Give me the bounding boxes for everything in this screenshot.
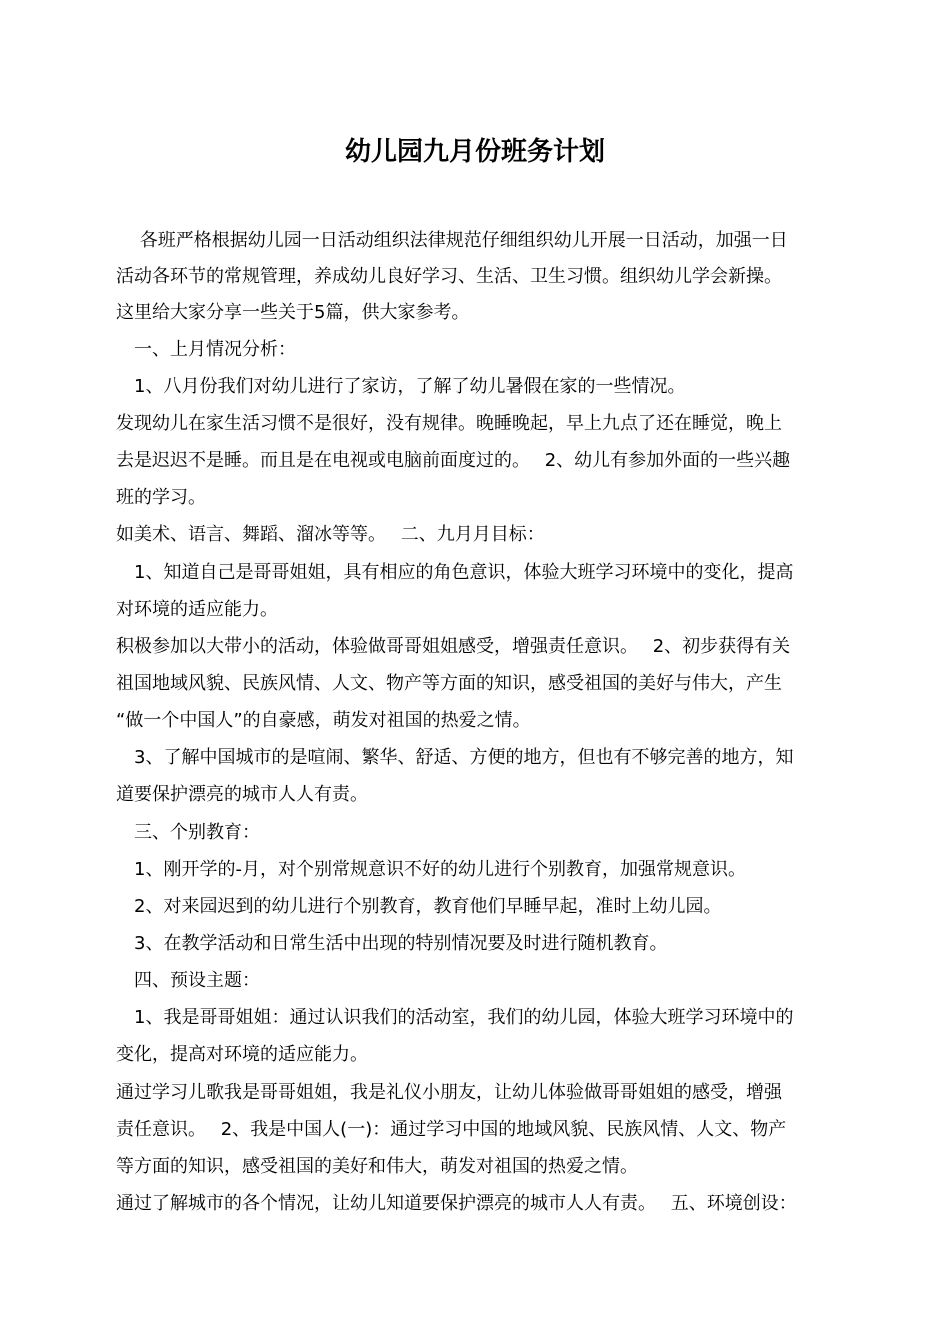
- paragraph-line: 发现幼儿在家生活习惯不是很好，没有规律。晚睡晚起，早上九点了还在睡觉，晚上: [116, 413, 782, 434]
- paragraph-line: 1、知道自己是哥哥姐姐，具有相应的角色意识，体验大班学习环境中的变化，提高: [116, 562, 794, 583]
- paragraph-line: 积极参加以大带小的活动，体验做哥哥姐姐感受，增强责任意识。 2、初步获得有关: [116, 636, 791, 657]
- paragraph-line: 班的学习。: [116, 487, 206, 508]
- paragraph-line: 活动各环节的常规管理，养成幼儿良好学习、生活、卫生习惯。组织幼儿学会新操。: [116, 266, 782, 287]
- paragraph-line: 道要保护漂亮的城市人人有责。: [116, 784, 368, 805]
- paragraph-line: 等方面的知识，感受祖国的美好和伟大，萌发对祖国的热爱之情。: [116, 1156, 638, 1177]
- paragraph-line: 各班严格根据幼儿园一日活动组织法律规范仔细组织幼儿开展一日活动，加强一日: [116, 230, 788, 251]
- paragraph-line: 2、对来园迟到的幼儿进行个别教育，教育他们早睡早起，准时上幼儿园。: [116, 896, 722, 917]
- paragraph-line: 1、刚开学的-月，对个别常规意识不好的幼儿进行个别教育，加强常规意识。: [116, 859, 746, 880]
- paragraph-line: 1、我是哥哥姐姐：通过认识我们的活动室，我们的幼儿园，体验大班学习环境中的: [116, 1007, 794, 1028]
- paragraph-line: 祖国地域风貌、民族风情、人文、物产等方面的知识，感受祖国的美好与伟大，产生: [116, 673, 782, 694]
- paragraph-line: 通过了解城市的各个情况，让幼儿知道要保护漂亮的城市人人有责。 五、环境创设：: [116, 1193, 797, 1214]
- paragraph-line: 3、了解中国城市的是喧闹、繁华、舒适、方便的地方，但也有不够完善的地方，知: [116, 747, 794, 768]
- paragraph-line: 3、在教学活动和日常生活中出现的特别情况要及时进行随机教育。: [116, 933, 668, 954]
- paragraph-line: 如美术、语言、舞蹈、溜冰等等。 二、九月月目标：: [116, 524, 545, 545]
- paragraph-line: 对环境的适应能力。: [116, 599, 278, 620]
- document-title: 幼儿园九月份班务计划: [344, 137, 605, 167]
- paragraph-line: 一、上月情况分析：: [116, 339, 296, 360]
- paragraph-line: 三、个别教育：: [116, 822, 260, 843]
- paragraph-line: “做一个中国人”的自豪感，萌发对祖国的热爱之情。: [116, 710, 531, 731]
- paragraph-line: 1、八月份我们对幼儿进行了家访，了解了幼儿暑假在家的一些情况。: [116, 376, 686, 397]
- paragraph-line: 变化，提高对环境的适应能力。: [116, 1044, 368, 1065]
- paragraph-line: 通过学习儿歌我是哥哥姐姐，我是礼仪小朋友，让幼儿体验做哥哥姐姐的感受，增强: [116, 1082, 782, 1103]
- paragraph-line: 责任意识。 2、我是中国人(一)：通过学习中国的地域风貌、民族风情、人文、物产: [116, 1119, 787, 1140]
- paragraph-line: 这里给大家分享一些关于5篇，供大家参考。: [116, 302, 470, 323]
- paragraph-line: 四、预设主题：: [116, 970, 260, 991]
- paragraph-line: 去是迟迟不是睡。而且是在电视或电脑前面度过的。 2、幼儿有参加外面的一些兴趣: [116, 450, 791, 471]
